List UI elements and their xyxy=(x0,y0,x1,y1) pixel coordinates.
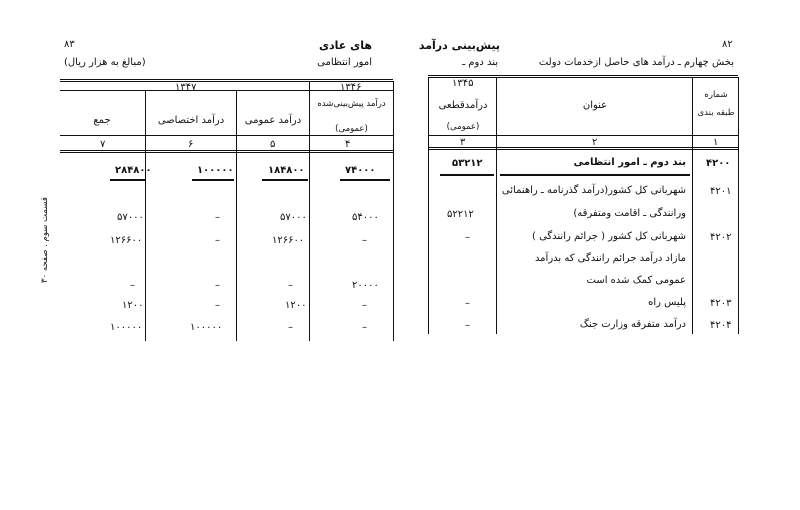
value-cell: ۱۸۴۸۰۰ xyxy=(268,165,305,176)
underline xyxy=(262,179,308,181)
value-cell: – xyxy=(465,298,470,309)
col-total: جمع xyxy=(93,115,111,126)
value-cell: – xyxy=(215,212,220,223)
value-cell: ۵۲۲۱۲ xyxy=(447,209,474,220)
value-cell: – xyxy=(465,232,470,243)
row-title: پلیس راه xyxy=(648,297,686,308)
year-1346: ۱۳۴۶ xyxy=(340,82,362,93)
row-title: مازاد درآمد جرائم رانندگی که بدرآمد xyxy=(534,253,686,264)
col-title: عنوان xyxy=(582,100,608,111)
value-cell: – xyxy=(288,322,293,333)
right-page-sub-subtitle: بند دوم ـ xyxy=(462,57,498,68)
year-1347: ۱۳۴۷ xyxy=(175,82,197,93)
row-title: بند دوم ـ امور انتظامی xyxy=(573,157,686,168)
rule xyxy=(393,81,394,341)
col-actual: درآمدقطعی xyxy=(438,100,488,111)
side-note: قسمت سوم . صفحه ۳۰ xyxy=(40,197,50,283)
col-index: ۲ xyxy=(592,137,598,148)
value-cell: ۵۷۰۰۰ xyxy=(117,212,144,223)
underline xyxy=(110,179,145,181)
rule xyxy=(428,75,738,76)
left-page-title: های عادی xyxy=(318,39,372,52)
col-number: ۴ xyxy=(345,139,351,150)
row-title: شهربانی کل کشور ( جرائم رانندگی ) xyxy=(531,231,686,242)
code-cell: ۴۲۰۱ xyxy=(710,186,732,197)
value-cell: – xyxy=(215,280,220,291)
value-cell: ۵۷۰۰۰ xyxy=(280,212,307,223)
col-number: ۵ xyxy=(270,139,276,150)
rule xyxy=(60,135,393,136)
code-cell: ۴۲۰۴ xyxy=(710,320,732,331)
value-cell: – xyxy=(362,322,367,333)
value-cell: ۱۲۶۶۰۰ xyxy=(272,235,305,246)
value-cell: – xyxy=(130,280,135,291)
col-actual-note: (عمومی) xyxy=(446,122,480,132)
row-title: شهربانی کل کشور(درآمد گذرنامه ـ راهنمائی xyxy=(501,185,686,196)
value-cell: ۷۴۰۰۰ xyxy=(345,165,376,176)
col-number: شماره xyxy=(704,90,728,100)
underline xyxy=(500,174,690,176)
col-general: درآمد عمومی xyxy=(244,115,302,126)
col-index: ۱ xyxy=(713,137,719,148)
value-cell: – xyxy=(215,235,220,246)
row-title: درآمد متفرقه وزارت جنگ xyxy=(579,319,686,330)
value-cell: ۲۰۰۰۰ xyxy=(352,280,379,291)
value-cell: ۱۲۰۰ xyxy=(285,300,307,311)
value-cell: ۵۳۲۱۲ xyxy=(452,158,483,169)
rule xyxy=(60,152,393,153)
value-cell: – xyxy=(215,300,220,311)
rule xyxy=(692,77,693,334)
col-index: ۳ xyxy=(460,137,466,148)
col-number: ۶ xyxy=(188,139,194,150)
value-cell: ۱۰۰۰۰۰ xyxy=(197,165,234,176)
right-page-title: پیش‌بینی درآمد xyxy=(418,39,500,52)
value-cell: – xyxy=(362,235,367,246)
rule xyxy=(738,77,739,334)
rule xyxy=(60,79,393,80)
left-page-number: ۸۳ xyxy=(64,39,75,50)
value-cell: ۲۸۴۸۰۰ xyxy=(115,165,152,176)
rule xyxy=(428,77,429,334)
row-title: ورانندگی ـ اقامت ومتفرقه) xyxy=(573,208,686,219)
code-cell: ۴۲۰۰ xyxy=(706,158,731,169)
rule xyxy=(496,77,497,334)
value-cell: ۵۴۰۰۰ xyxy=(352,212,379,223)
value-cell: – xyxy=(465,320,470,331)
rule xyxy=(309,81,310,341)
code-cell: ۴۲۰۳ xyxy=(710,298,732,309)
year-1345: ۱۳۴۵ xyxy=(452,78,474,89)
unit-note: (مبالغ به هزار ریال) xyxy=(64,57,146,68)
right-page-number: ۸۲ xyxy=(722,39,733,50)
col-number-sub: طبقه بندی xyxy=(697,108,735,118)
col-number: ۷ xyxy=(100,139,106,150)
right-page-subtitle: بخش چهارم ـ درآمد های حاصل ازخدمات دولت xyxy=(538,57,734,68)
code-cell: ۴۲۰۲ xyxy=(710,232,732,243)
value-cell: ۱۰۰۰۰۰ xyxy=(190,322,223,333)
value-cell: ۱۲۶۶۰۰ xyxy=(110,235,143,246)
rule xyxy=(60,150,393,151)
value-cell: ۱۰۰۰۰۰ xyxy=(110,322,143,333)
col-special: درآمد اختصاصی xyxy=(157,115,225,126)
col-forecast: درآمد پیش‌بینی‌شده xyxy=(317,99,386,109)
left-page-subtitle: امور انتظامی xyxy=(317,57,372,68)
col-forecast-note: (عمومی) xyxy=(335,124,368,134)
rule xyxy=(236,91,237,341)
underline xyxy=(192,179,234,181)
value-cell: – xyxy=(288,280,293,291)
rule xyxy=(145,91,146,341)
underline xyxy=(440,174,494,176)
row-title: عمومی کمک شده است xyxy=(586,275,686,286)
value-cell: ۱۲۰۰ xyxy=(122,300,144,311)
value-cell: – xyxy=(362,300,367,311)
underline xyxy=(340,179,390,181)
